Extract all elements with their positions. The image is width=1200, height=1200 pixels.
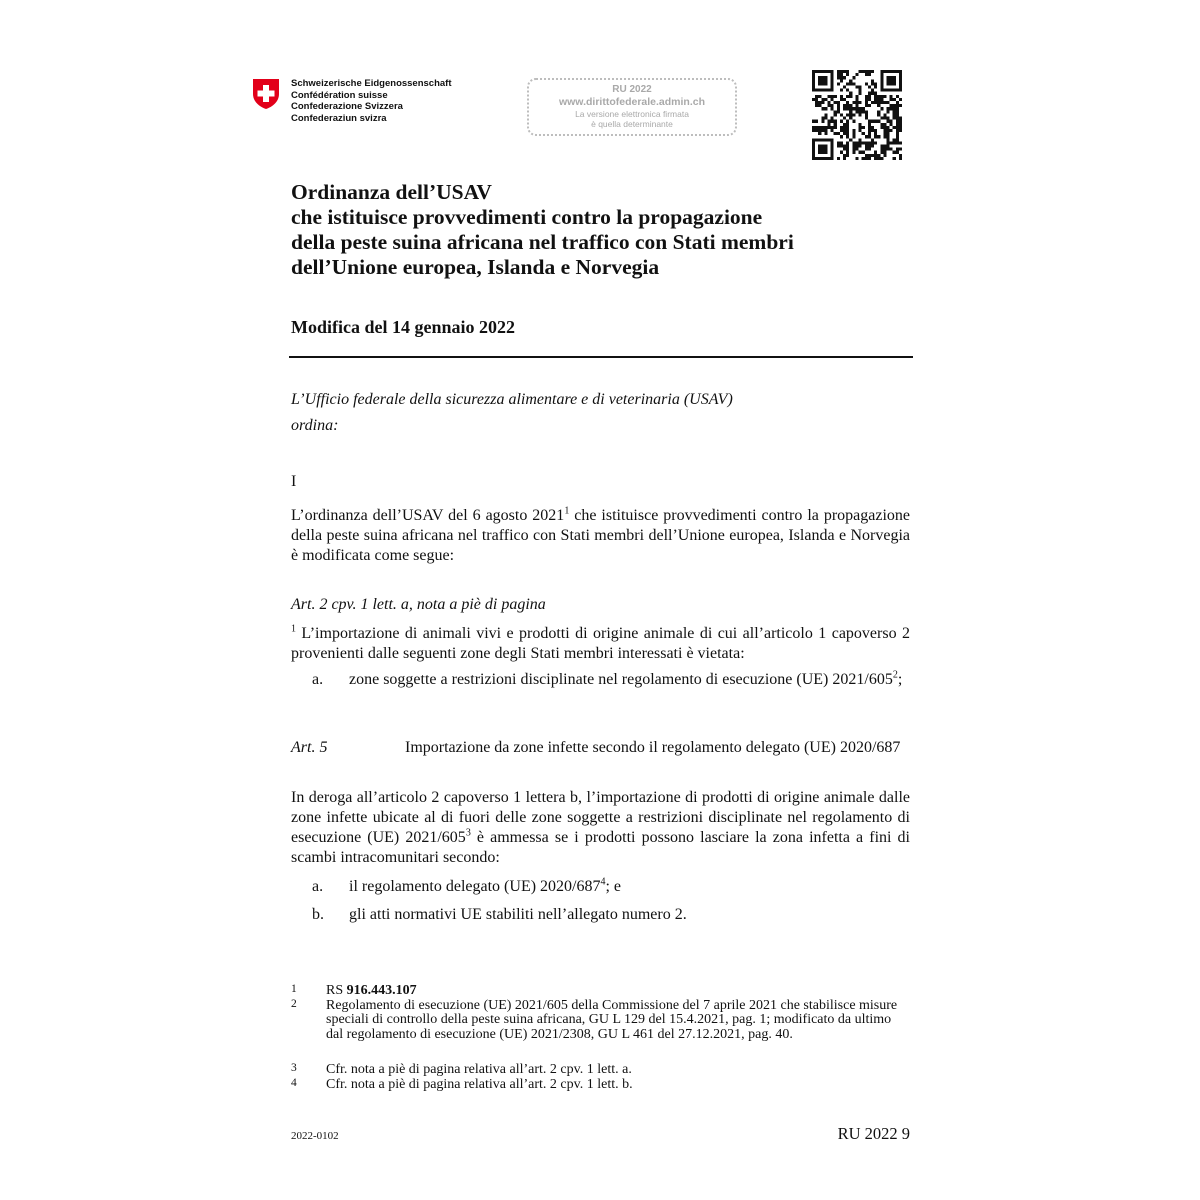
title-line: dell’Unione europea, Islanda e Norvegia	[291, 255, 660, 279]
art5-text-after: è ammessa se i prodotti possono lasciare la zona infetta a fini di scambi intracomunitari secondo:	[291, 829, 911, 866]
footnote-number: 3	[291, 1062, 297, 1074]
footnote-number: 4	[291, 1077, 297, 1089]
preamble-authority: L’Ufficio federale della sicurezza alimentare e di veterinaria (USAV)	[291, 391, 733, 408]
official-stamp	[527, 78, 737, 136]
title-divider	[289, 356, 913, 358]
footnote-number: 2	[291, 998, 297, 1010]
preamble	[291, 387, 733, 439]
footnote-text: Cfr. nota a piè di pagina relativa all’art. 2 cpv. 1 lett. a.	[326, 1062, 632, 1077]
title-line: Ordinanza dell’USAV	[291, 180, 492, 204]
list-item	[349, 877, 621, 897]
art2-heading: Art. 2 cpv. 1 lett. a, nota a piè di pagina	[291, 596, 546, 613]
paragraph-number: 1	[291, 623, 296, 635]
art2-item-a-text: zone soggette a restrizioni disciplinate nel regolamento di esecuzione (UE) 2021/605	[349, 671, 893, 688]
footnote-text	[326, 984, 910, 998]
stamp-note-2: è quella determinante	[591, 119, 673, 129]
section-number: I	[291, 473, 297, 490]
para1-text-before: L’ordinanza dell’USAV del 6 agosto 2021	[291, 507, 565, 524]
footnote-ref-2[interactable]: 2	[892, 669, 898, 681]
list-item-label: a.	[312, 671, 324, 688]
art5-label: Art. 5	[291, 739, 328, 756]
amendment-date: Modifica del 14 gennaio 2022	[291, 317, 515, 337]
stamp-url: www.dirittofederale.admin.ch	[558, 96, 706, 108]
title-line: che istituisce provvedimenti contro la propagazione	[291, 205, 763, 229]
list-item-label: a.	[312, 878, 324, 895]
swiss-cross-shield-icon	[252, 78, 280, 110]
art5-item-a-text: il regolamento delegato (UE) 2020/687	[349, 878, 601, 895]
footnote-ref-4[interactable]: 4	[600, 876, 606, 888]
confed-name-rm: Confederaziun svizra	[291, 112, 387, 124]
list-item-label: b.	[312, 906, 324, 923]
footnote-prefix: RS	[326, 983, 347, 998]
confed-name-de: Schweizerische Eidgenossenschaft	[291, 78, 452, 89]
stamp-note-1: La versione elettronica firmata	[575, 109, 689, 119]
footnote-rs-number[interactable]: 916.443.107	[346, 983, 417, 998]
art5-title: Importazione da zone infette secondo il regolamento delegato (UE) 2020/687	[405, 739, 901, 756]
preamble-ordina: ordina:	[291, 417, 339, 434]
amendment-paragraph	[291, 506, 910, 566]
art5-item-a-end: ; e	[605, 878, 622, 895]
confed-name-it: Confederazione Svizzera	[291, 101, 403, 113]
document-code: 2022-0102	[291, 1130, 339, 1142]
page-reference: RU 2022 9	[837, 1124, 910, 1143]
footnote-ref-3[interactable]: 3	[465, 827, 471, 839]
art2-paragraph-text: L’importazione di animali vivi e prodotti di origine animale di cui all’articolo 1 capoverso 2 provenienti dalle seguenti zone degli Stati membri interessati è vietata:	[291, 625, 910, 662]
footnote-ref-1[interactable]: 1	[564, 505, 570, 517]
footnote-number: 1	[291, 983, 297, 995]
list-item	[349, 670, 910, 690]
art2-item-a-end: ;	[897, 671, 903, 688]
para1-text-after: che istituisce provvedimenti contro la propagazione della peste suina africana nel traffico con Stati membri dell’Unione europea, Islanda e Norvegia è modificata come segue:	[291, 507, 911, 564]
confederation-names	[291, 78, 452, 124]
document-title	[291, 180, 931, 280]
footnote-text: Cfr. nota a piè di pagina relativa all’art. 2 cpv. 1 lett. b.	[326, 1077, 633, 1092]
qr-code-icon	[812, 70, 902, 160]
confed-name-fr: Confédération suisse	[291, 89, 388, 101]
art5-text-before: In deroga all’articolo 2 capoverso 1 lettera b, l’importazione di prodotti di origine animale dalle zone infette ubicate al di fuori delle zone soggette a restrizioni disciplinate nel regolamento di esecuzione (UE) 2021/605	[291, 789, 910, 846]
stamp-ref: RU 2022	[612, 84, 652, 95]
title-line: della peste suina africana nel traffico con Stati membri	[291, 230, 794, 254]
footnote-text: Regolamento di esecuzione (UE) 2021/605 della Commissione del 7 aprile 2021 che stabilisce misure speciali di controllo della peste suina africana, GU L 129 del 15.4.2021, pag. 1; modificato da ultimo dal regolamento di esecuzione (UE) 2021/2308, GU L 461 del 27.12.2021, pag. 40.	[326, 998, 898, 1042]
list-item: gli atti normativi UE stabiliti nell’allegato numero 2.	[349, 906, 687, 923]
art5-paragraph	[291, 788, 910, 868]
art2-paragraph	[291, 624, 910, 664]
